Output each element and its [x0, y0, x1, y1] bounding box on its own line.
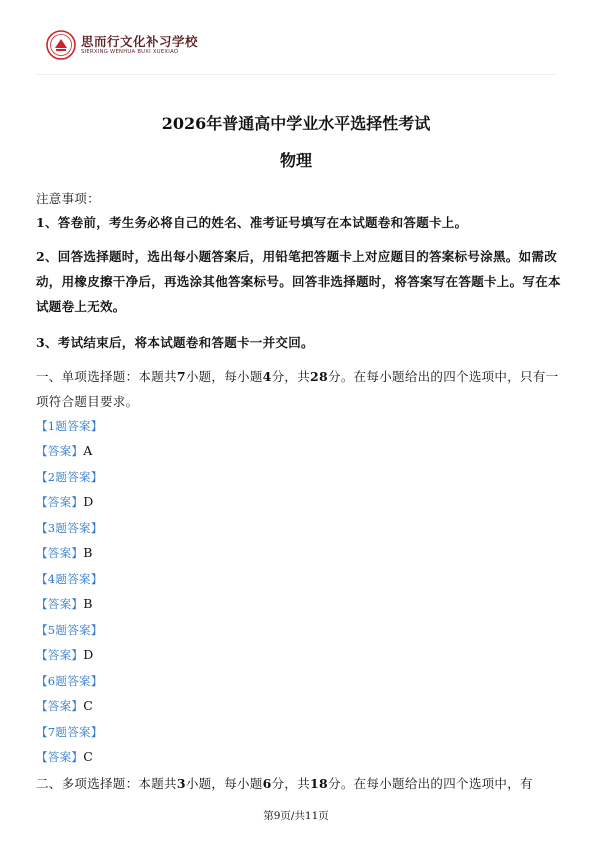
question-4-answer — [36, 591, 562, 617]
section-1-text-c: 分，共 — [271, 369, 311, 384]
notice-item-1: 1、答卷前，考生务必将自己的姓名、准考证号填写在本试题卷和答题卡上。 — [36, 215, 468, 230]
section-1-count: 7 — [176, 369, 186, 384]
answer-label: 【答案】 — [36, 750, 84, 764]
notice-item-2: 2、回答选择题时，选出每小题答案后，用铅笔把答题卡上对应题目的答案标号涂黑。如需改动，用橡皮擦干净后，再选涂其他答案标号。回答非选择题时，将答案写在答题卡上。写在本试题卷上无效。 — [36, 249, 561, 314]
question-5-tag — [36, 617, 562, 643]
section-1-score: 4 — [262, 369, 272, 384]
answer-label: 【答案】 — [36, 444, 84, 458]
question-tag-text: 【3题答案】 — [36, 521, 103, 535]
section-1-text-a: 一、单项选择题：本题共 — [36, 369, 177, 384]
question-7-answer — [36, 744, 562, 770]
section-2-total: 18 — [310, 776, 329, 791]
section-2-text-b: 小题，每小题 — [185, 776, 263, 791]
question-tag-text: 【4题答案】 — [36, 572, 103, 586]
section-2-text-a: 二、多项选择题：本题共 — [36, 776, 177, 791]
school-header — [46, 28, 198, 62]
question-6-tag — [36, 668, 562, 694]
answer-value: D — [83, 494, 94, 509]
answer-label: 【答案】 — [36, 597, 84, 611]
answer-value: C — [83, 698, 94, 713]
answer-value: B — [83, 596, 93, 611]
header-divider — [36, 74, 556, 75]
section-1-text-d: 分。在每小题给出的四个选项中，只有一项符合题目要求。 — [36, 369, 559, 409]
answer-value: D — [83, 647, 94, 662]
answer-value: C — [83, 749, 94, 764]
section-1-total: 28 — [310, 369, 329, 384]
school-name-cn: 思而行文化补习学校 — [81, 34, 199, 49]
question-1-tag — [36, 413, 562, 439]
notice-heading: 注意事项： — [36, 191, 101, 206]
answer-label: 【答案】 — [36, 648, 84, 662]
section-2-instructions — [36, 771, 562, 796]
section-1-text-b: 小题，每小题 — [185, 369, 263, 384]
exam-subject: 物理 — [279, 151, 312, 170]
answer-value: B — [83, 545, 93, 560]
answer-value: A — [83, 443, 93, 458]
question-1-answer — [36, 438, 562, 464]
question-6-answer — [36, 693, 562, 719]
question-3-answer — [36, 540, 562, 566]
section-1-instructions — [36, 364, 562, 414]
section-2-text-d: 分。在每小题给出的四个选项中，有 — [328, 776, 533, 791]
question-5-answer — [36, 642, 562, 668]
answer-label: 【答案】 — [36, 699, 84, 713]
answer-label: 【答案】 — [36, 546, 84, 560]
answer-label: 【答案】 — [36, 495, 84, 509]
question-7-tag — [36, 719, 562, 745]
page-footer: 第9页/共11页 — [263, 810, 329, 822]
school-logo-icon — [46, 30, 76, 60]
section-2-text-c: 分，共 — [271, 776, 311, 791]
section-2-count: 3 — [176, 776, 186, 791]
question-tag-text: 【7题答案】 — [36, 725, 103, 739]
section-2-score: 6 — [262, 776, 272, 791]
question-tag-text: 【2题答案】 — [36, 470, 103, 484]
notice-item-3: 3、考试结束后，将本试题卷和答题卡一并交回。 — [36, 335, 314, 350]
school-name-en: SIERXING WENHUA BUXI XUEXIAO — [81, 49, 179, 55]
question-2-answer — [36, 489, 562, 515]
question-tag-text: 【6题答案】 — [36, 674, 103, 688]
exam-title: 2026年普通高中学业水平选择性考试 — [161, 114, 431, 133]
question-tag-text: 【1题答案】 — [36, 419, 103, 433]
question-4-tag — [36, 566, 562, 592]
question-tag-text: 【5题答案】 — [36, 623, 103, 637]
question-3-tag — [36, 515, 562, 541]
question-2-tag — [36, 464, 562, 490]
